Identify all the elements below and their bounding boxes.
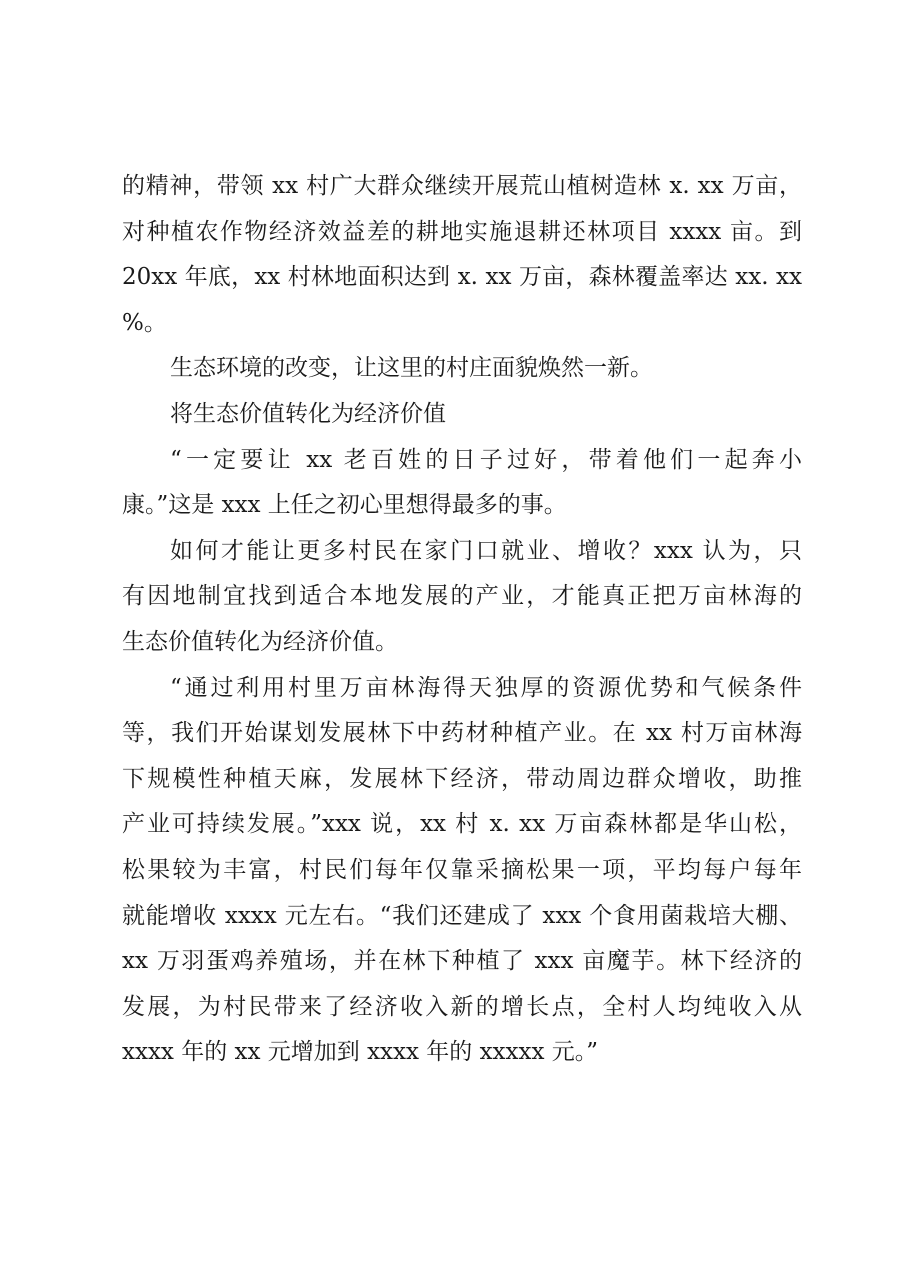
text-line: 对种植农作物经济效益差的耕地实施退耕还林项目 xxxx 亩。到	[122, 218, 802, 245]
text-line: 如何才能让更多村民在家门口就业、增收？xxx 认为，只	[170, 537, 802, 564]
text-line: “一定要让 xx 老百姓的日子过好，带着他们一起奔小	[170, 446, 802, 473]
text-line: “通过利用村里万亩林海得天独厚的资源优势和气候条件	[170, 674, 802, 701]
text-line: 下规模性种植天麻，发展林下经济，带动周边群众增收，助推	[122, 765, 802, 792]
text-line: 就能增收 xxxx 元左右。“我们还建成了 xxx 个食用菌栽培大棚、	[122, 902, 802, 929]
text-line: xx 万羽蛋鸡养殖场，并在林下种植了 xxx 亩魔芋。林下经济的	[122, 948, 802, 975]
text-line: 生态价值转化为经济价值。	[122, 628, 398, 655]
section-heading: 将生态价值转化为经济价值	[170, 400, 446, 427]
text-line: 康。”这是 xxx 上任之初心里想得最多的事。	[122, 492, 567, 519]
text-line: 生态环境的改变，让这里的村庄面貌焕然一新。	[170, 355, 653, 382]
text-line: 产业可持续发展。”xxx 说，xx 村 x. xx 万亩森林都是华山松，	[122, 811, 802, 838]
text-line: 等，我们开始谋划发展林下中药材种植产业。在 xx 村万亩林海	[122, 720, 802, 747]
document-body	[122, 164, 802, 1076]
text-line: xxxx 年的 xx 元增加到 xxxx 年的 xxxxx 元。”	[122, 1039, 599, 1066]
text-line: 有因地制宜找到适合本地发展的产业，才能真正把万亩林海的	[122, 583, 802, 610]
text-line: 20xx 年底，xx 村林地面积达到 x. xx 万亩，森林覆盖率达 xx. xx	[122, 264, 802, 291]
text-line: 的精神，带领 xx 村广大群众继续开展荒山植树造林 x. xx 万亩，	[122, 173, 802, 199]
text-line: 松果较为丰富，村民们每年仅靠采摘松果一项，平均每户每年	[122, 856, 802, 883]
text-line: %。	[122, 309, 167, 336]
text-line: 发展，为村民带来了经济收入新的增长点，全村人均纯收入从	[122, 993, 802, 1020]
